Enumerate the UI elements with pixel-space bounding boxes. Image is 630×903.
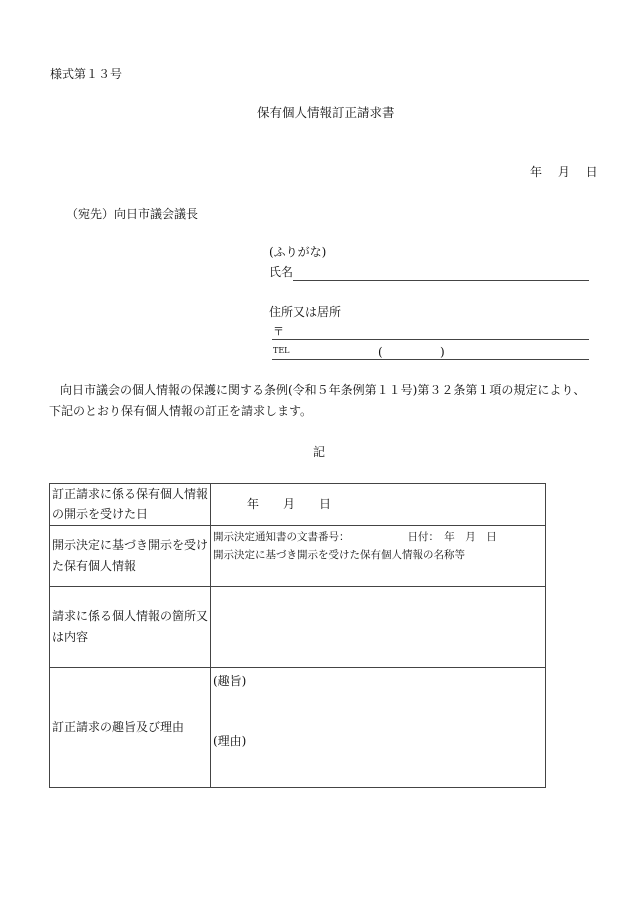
- row2-name: 開示決定に基づき開示を受けた保有個人情報の名称等: [213, 548, 465, 561]
- row2-date: 日付： 年 月 日: [407, 530, 497, 543]
- table-row: [50, 525, 546, 586]
- row4-purpose: (趣旨): [213, 673, 247, 688]
- table-row: [50, 667, 546, 787]
- date-line: 年 月 日: [530, 165, 598, 179]
- tel-paren-open: (: [378, 345, 383, 359]
- address-label: 住所又は居所: [269, 305, 342, 319]
- row3-label: 請求に係る個人情報の箇所又は内容: [50, 586, 211, 667]
- request-table: [49, 483, 546, 788]
- table-row: [50, 484, 546, 526]
- table-row: [50, 586, 546, 667]
- tel-paren-close: ): [440, 345, 445, 359]
- ki-label: 記: [313, 445, 326, 459]
- furigana-label: (ふりがな): [269, 245, 327, 259]
- row4-label: 訂正請求の趣旨及び理由: [50, 667, 211, 787]
- postal-mark: 〒: [273, 325, 284, 338]
- body-text-2: 下記のとおり保有個人情報の訂正を請求します。: [49, 404, 313, 418]
- tel-label: TEL: [273, 346, 290, 355]
- row4-reason: (理由): [213, 733, 247, 748]
- row3-value[interactable]: [211, 586, 546, 667]
- row2-label: 開示決定に基づき開示を受けた保有個人情報: [50, 525, 211, 586]
- address-field-line[interactable]: [272, 339, 589, 340]
- tel-field-line[interactable]: [272, 359, 589, 360]
- document-title: 保有個人情報訂正請求書: [257, 105, 395, 120]
- name-label: 氏名: [269, 265, 294, 279]
- row1-label: 訂正請求に係る保有個人情報の開示を受けた日: [50, 484, 211, 526]
- form-number: 様式第１３号: [50, 67, 123, 81]
- row2-doc-no: 開示決定通知書の文書番号：: [213, 530, 350, 543]
- body-text-1: 向日市議会の個人情報の保護に関する条例(令和５年条例第１１号)第３２条第１項の規定により、: [60, 383, 586, 397]
- addressee: （宛先）向日市議会議長: [66, 207, 199, 221]
- row4-value[interactable]: [211, 667, 546, 787]
- row1-date: 年 月 日: [247, 497, 332, 512]
- row2-value[interactable]: [211, 525, 546, 586]
- row1-value[interactable]: [211, 484, 546, 526]
- name-field-line[interactable]: [293, 280, 589, 281]
